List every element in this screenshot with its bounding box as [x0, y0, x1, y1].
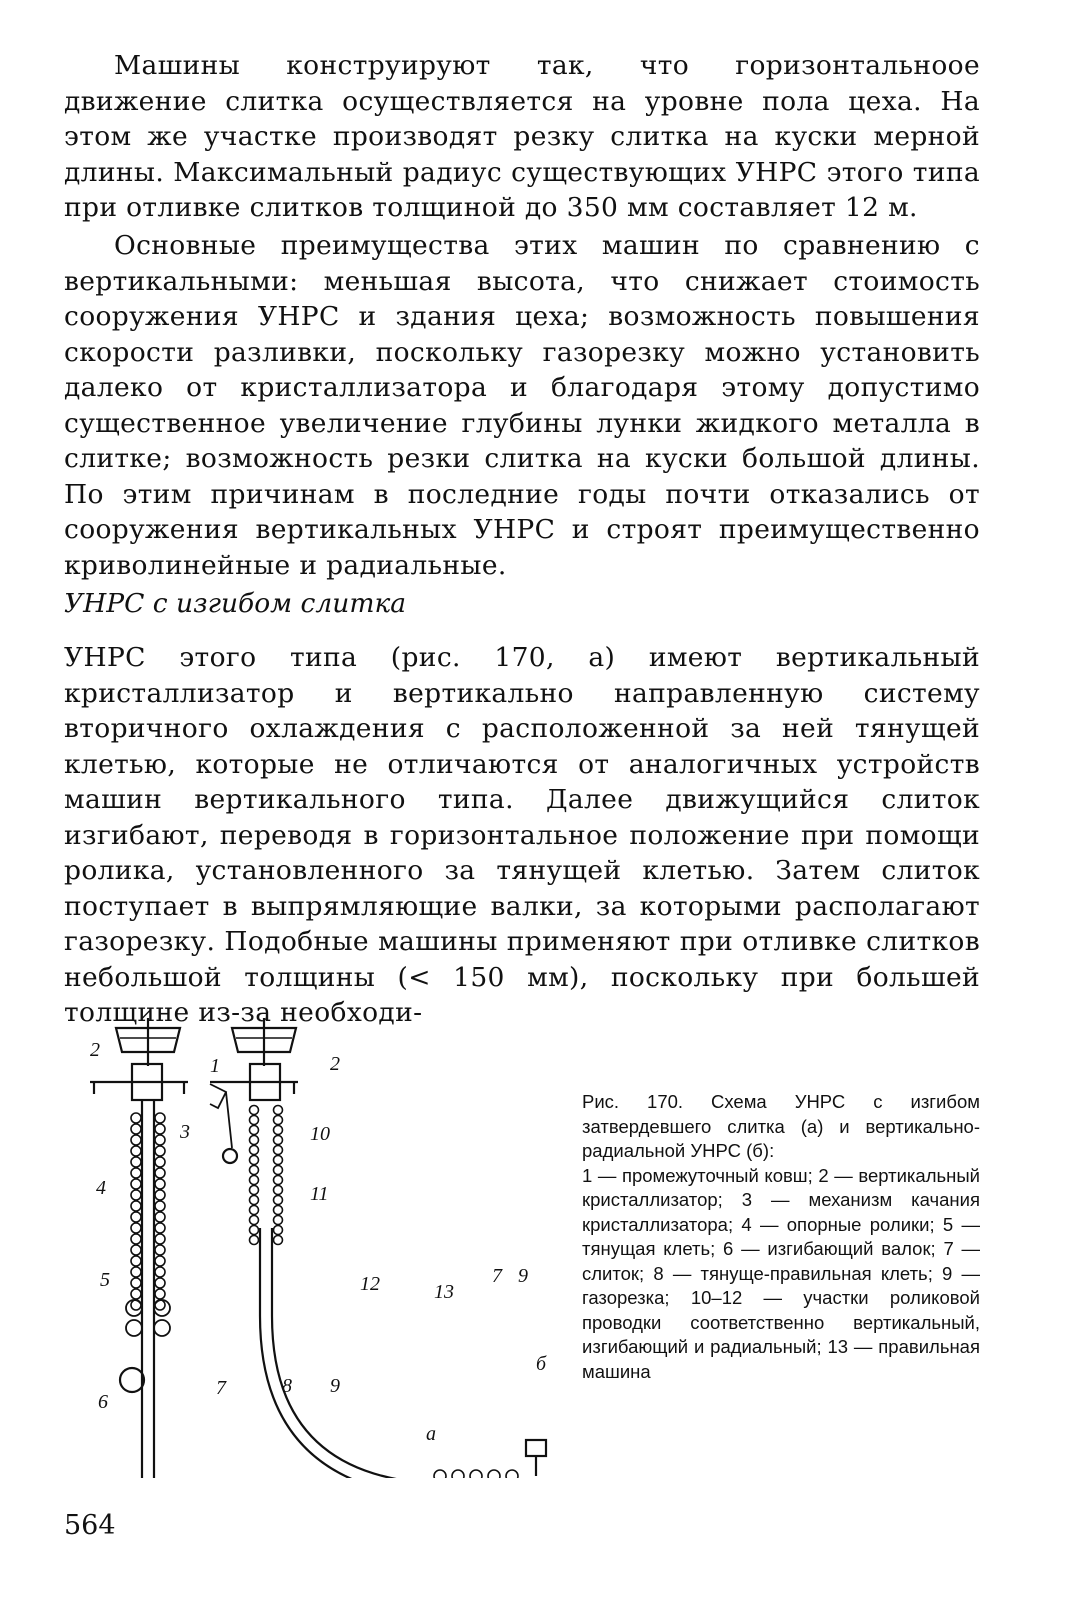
label-11: 11 — [310, 1183, 329, 1205]
figure-caption — [582, 1090, 980, 1384]
paragraph-2: Основные преимущества этих машин по сравнению с вертикальными: меньшая высота, что снижает стоимость сооружения УНРС и здания цеха; возможность повышения скорости разливки, поскольку газорезку можно установить далеко от кристаллизатора и благодаря этому допустимо существенное увеличение глубины лунки жидкого металла в слитке; возможность резки слитка на куски большой длины. По этим причинам в последние годы почти отказались от сооружения вертикальных УНРС и строят преимущественно криволинейные и радиальные. — [64, 230, 980, 581]
label-10: 10 — [310, 1123, 330, 1145]
label-12: 12 — [360, 1273, 380, 1295]
section-subheading: УНРС с изгибом слитка — [64, 588, 407, 619]
bending-roll-a — [120, 1368, 144, 1392]
straightening-machine-b — [424, 1470, 518, 1478]
oscillation-mechanism — [210, 1084, 232, 1148]
caption-legend: 1 — промежуточный ковш; 2 — вертикальный кристаллизатор; 3 — механизм качания кристаллизатора; 4 — опорные ролики; 5 — тянущая клеть; 6 — изгибающий валок; 7 — слиток; 8 — тянуще-правильная клеть; 9 — газорезка; 10–12 — участки роликовой проводки соответственно вертикальный, изгибающий и радиальный; 13 — правильная машина — [582, 1164, 980, 1382]
page-number: 564 — [64, 1510, 116, 1541]
label-9a: 9 — [330, 1375, 340, 1397]
strand-a — [142, 1100, 154, 1478]
gas-cutter-b — [526, 1440, 546, 1456]
label-9b: 9 — [518, 1265, 528, 1287]
label-2a: 2 — [90, 1039, 100, 1061]
label-8: 8 — [282, 1375, 292, 1397]
label-2b: 2 — [330, 1053, 340, 1075]
label-1: 1 — [210, 1055, 220, 1077]
label-13: 13 — [434, 1281, 454, 1303]
label-6: 6 — [98, 1391, 108, 1413]
label-b: б — [536, 1353, 547, 1375]
label-7b: 7 — [492, 1265, 502, 1287]
support-rollers-a — [131, 1113, 165, 1310]
label-7a: 7 — [216, 1377, 226, 1399]
label-3: 3 — [180, 1121, 190, 1143]
caption-title: Рис. 170. Схема УНРС с изгибом затвердевшего слитка (а) и вертикально-радиальной УНРС (б): — [582, 1091, 980, 1161]
rollers-b — [250, 1106, 283, 1245]
strand-b — [260, 1228, 530, 1478]
pinch-stand-a — [126, 1300, 170, 1336]
figure-170-diagram — [60, 1008, 570, 1478]
label-a: а — [426, 1423, 436, 1445]
label-4: 4 — [96, 1177, 106, 1199]
paragraph-1: Машины конструируют так, что горизонтальноое движение слитка осуществляется на уровне пола цеха. На этом же участке производят резку слитка на куски мерной длины. Максимальный радиус существующих УНРС этого типа при отливке слитков толщиной до 350 мм составляет 12 м. — [64, 50, 980, 223]
label-5: 5 — [100, 1269, 110, 1291]
paragraph-3: УНРС этого типа (рис. 170, а) имеют вертикальный кристаллизатор и вертикально направленную систему вторичного охлаждения с расположенной за ней тянущей клетью, которые не отличаются от аналогичных устройств машин вертикального типа. Далее движущийся слиток изгибают, переводя в горизонтальное положение при помощи ролика, установленного за тянущей клетью. Затем слиток поступает в выпрямляющие валки, за которыми располагают газорезку. Подобные машины применяют при отливке слитков небольшой толщины (< 150 мм), поскольку при большей толщине из-за необходи- — [64, 642, 980, 1028]
